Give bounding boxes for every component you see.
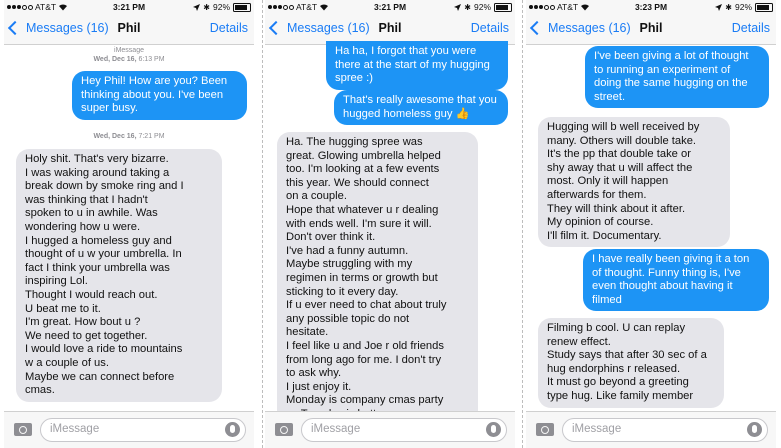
battery-percent: 92% [473,2,491,12]
battery-icon [494,3,512,12]
input-bar [265,411,515,448]
location-arrow-icon [454,4,461,11]
conversation [4,45,254,412]
camera-icon[interactable] [275,423,293,436]
screenshot-divider [522,0,523,448]
bluetooth-icon: ✱ [725,2,732,12]
back-label: Messages (16) [548,21,631,35]
status-right [454,2,512,12]
battery-icon [755,3,773,12]
status-bar [4,0,254,14]
status-bar [526,0,776,14]
status-time: 3:23 PM [634,2,668,12]
phone-screen-2 [265,0,515,448]
status-right [715,2,773,12]
conversation [265,45,515,412]
message-bubble-received[interactable]: Holy shit. That's very bizarre. I was waking around taking a break down by smoke ring and I was thinking that I hadn't spoken to u in awhile. Was wondering how u were. I hugged a homeless guy and thought of u w your umbrella. In fact I think your umbrella was inspiring Lol. Thought I would reach out. U beat me to it. I'm great. How bout u ? We need to get together. I would love a ride to mountains w a couple of us. Maybe we can connect before cmas. [16,149,222,402]
message-bubble-sent[interactable]: Hey Phil! How are you? Been thinking about you. I've been super busy. [72,71,247,120]
conversation [526,45,776,412]
timestamp [4,55,254,64]
service-label: iMessage [114,47,144,54]
message-input[interactable] [562,418,768,442]
input-placeholder: iMessage [50,423,100,435]
status-right [193,2,251,12]
status-time: 3:21 PM [112,2,146,12]
phone-screen-3 [526,0,776,448]
carrier-name: AT&T [296,2,318,12]
message-bubble-sent[interactable]: Ha ha, I forgot that you were there at the start of my hugging spree :) [326,41,508,90]
message-bubble-received[interactable]: Filming b cool. U can replay renew effect. Study says that after 30 sec of a hug endorphins r released. It must go beyond a greeting type hug. Like family member [538,318,724,408]
input-placeholder: iMessage [572,423,622,435]
details-button[interactable]: Details [209,21,248,35]
message-input[interactable] [301,418,507,442]
timestamp-day: Wed, Dec 16, [93,56,137,63]
status-time: 3:21 PM [373,2,407,12]
details-button[interactable]: Details [470,21,509,35]
microphone-icon[interactable] [747,422,762,437]
camera-icon[interactable] [536,423,554,436]
message-bubble-sent[interactable]: I have really been giving it a ton of thought. Funny thing is, I've even thought about having it filmed [583,249,769,311]
camera-icon[interactable] [14,423,32,436]
location-arrow-icon [193,4,200,11]
contact-name: Phil [639,21,663,35]
phone-screen-1 [4,0,254,448]
battery-percent: 92% [212,2,230,12]
battery-percent: 92% [734,2,752,12]
timestamp-time: 6:13 PM [138,56,165,63]
nav-bar [4,14,254,45]
battery-icon [233,3,251,12]
contact-name: Phil [378,21,402,35]
back-label: Messages (16) [287,21,370,35]
bluetooth-icon: ✱ [203,2,210,12]
status-bar [265,0,515,14]
microphone-icon[interactable] [225,422,240,437]
message-input[interactable] [40,418,246,442]
carrier-name: AT&T [35,2,57,12]
input-bar [526,411,776,448]
bluetooth-icon: ✱ [464,2,471,12]
carrier-name: AT&T [557,2,579,12]
timestamp-time: 7:21 PM [138,133,165,140]
timestamp [4,132,254,141]
timestamp-day: Wed, Dec 16, [93,133,137,140]
microphone-icon[interactable] [486,422,501,437]
screenshot-divider [262,0,263,448]
nav-bar [526,14,776,45]
message-bubble-sent[interactable]: That's really awesome that you hugged homeless guy 👍 [334,90,508,125]
details-button[interactable]: Details [731,21,770,35]
contact-name: Phil [117,21,141,35]
message-bubble-received[interactable]: Ha. The hugging spree was great. Glowing umbrella helped too. I'm looking at a few events this year. We should connect on a couple. Hope that whatever u r dealing with ends well. I'm sure it will. Don't over think it. I've had a funny autumn. Maybe struggling with my regimen in terms or growth but sticking to it every day. If u ever need to chat about truly any possible topic do not hesitate. I feel like u and Joe r old friends from long ago for me. I don't try to ask why. I just enjoy it. Monday is company cmas party [277,132,478,425]
message-bubble-sent[interactable]: I've been giving a lot of thought to running an experiment of doing the same hugging on the street. [585,46,769,108]
location-arrow-icon [715,4,722,11]
message-bubble-received[interactable]: Hugging will b well received by many. Others will double take. It's the pp that double take or shy away that u will affect the most. Only it will happen afterwards for them. They will think about it after. My opinion of course. I'll film it. Documentary. [538,117,730,247]
back-label: Messages (16) [26,21,109,35]
input-bar [4,411,254,448]
input-placeholder: iMessage [311,423,361,435]
